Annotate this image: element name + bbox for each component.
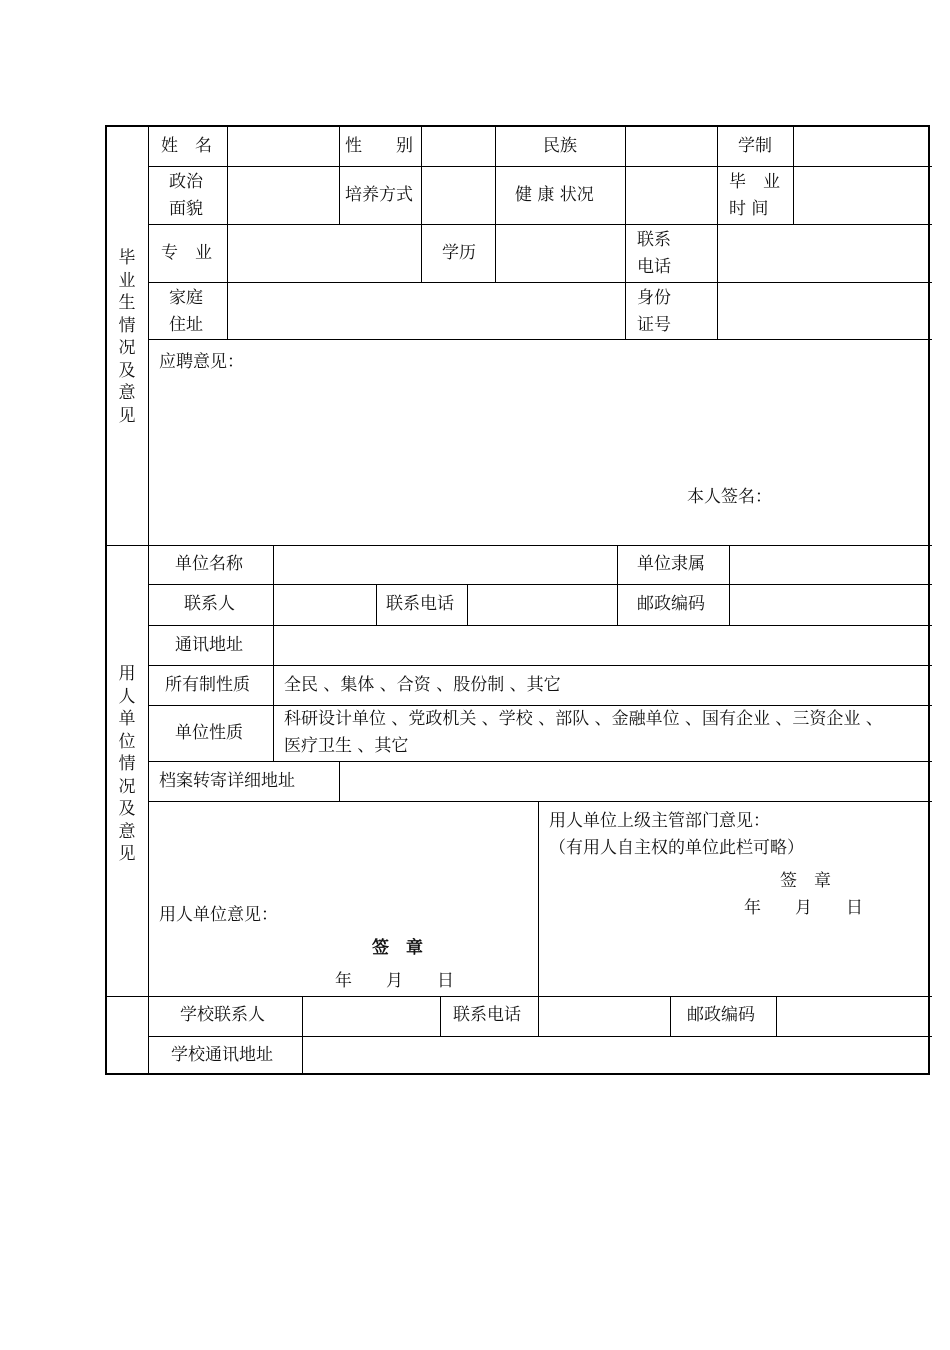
employer-side-label: 用 人 单 位 情 况 及 意 见: [118, 664, 136, 864]
ownership-options: 全民 、集体 、合资 、股份制 、其它: [284, 675, 561, 695]
col-line: [729, 545, 730, 625]
row-line: [149, 584, 932, 585]
col-line: [421, 127, 422, 282]
name-label: 姓 名: [161, 136, 212, 156]
major-label: 专 业: [161, 243, 212, 263]
col-line: [670, 996, 671, 1036]
row-line: [149, 166, 932, 167]
ownership-label: 所有制性质: [165, 675, 250, 695]
side-column-line: [148, 127, 149, 1075]
row-line: [149, 625, 932, 626]
col-line: [625, 127, 626, 339]
superior-opinion-label: 用人单位上级主管部门意见：: [549, 811, 770, 831]
col-line: [793, 127, 794, 224]
ethnicity-label: 民族: [543, 136, 577, 156]
col-line: [717, 127, 718, 339]
gender-label: 性 别: [345, 136, 413, 156]
employer-date-label: 年 月 日: [335, 971, 454, 991]
unit-type-label: 单位性质: [175, 723, 243, 743]
employer-seal-label: 签 章: [372, 938, 423, 958]
col-line: [467, 584, 468, 625]
employer-opinion-label: 用人单位意见：: [159, 905, 278, 925]
application-opinion-label: 应聘意见：: [159, 352, 244, 372]
school-postcode-label: 邮政编码: [687, 1005, 755, 1025]
col-line: [440, 996, 441, 1036]
training-label: 培养方式: [345, 185, 413, 205]
col-line: [617, 545, 618, 625]
education-label: 学历: [442, 243, 476, 263]
col-line: [339, 127, 340, 224]
col-line: [339, 761, 340, 801]
name-field[interactable]: [228, 127, 339, 166]
row-line: [149, 224, 932, 225]
col-line: [302, 996, 303, 1075]
section-line: [107, 545, 932, 546]
schooling-label: 学制: [738, 136, 772, 156]
mail-address-label: 通讯地址: [175, 635, 243, 655]
row-line: [149, 1036, 932, 1037]
contact-person-label: 联系人: [184, 594, 235, 614]
row-line: [149, 665, 932, 666]
school-contact-label: 学校联系人: [180, 1005, 265, 1025]
graduate-side-label: 毕 业 生 情 况 及 意 见: [118, 248, 136, 426]
row-line: [149, 801, 932, 802]
id-number-label: 身份 证号: [637, 288, 671, 335]
home-address-label: 家庭 住址: [169, 288, 203, 335]
col-line: [273, 545, 274, 761]
political-label: 政治 面貌: [169, 172, 203, 219]
registration-form: [105, 125, 930, 1075]
archive-address-label: 档案转寄详细地址: [159, 771, 295, 791]
unit-affiliation-label: 单位隶属: [637, 554, 705, 574]
phone-label: 联系 电话: [637, 230, 671, 277]
unit-type-options: 科研设计单位 、党政机关 、学校 、部队 、金融单位 、国有企业 、三资企业 、 医疗卫生 、其它: [284, 709, 883, 756]
health-label: 健 康 状况: [515, 185, 594, 205]
section-line: [107, 996, 932, 997]
col-line: [376, 584, 377, 625]
contact-phone-label: 联系电话: [386, 594, 454, 614]
col-line: [776, 996, 777, 1036]
school-address-label: 学校通讯地址: [171, 1045, 273, 1065]
col-line: [538, 801, 539, 996]
col-line: [538, 996, 539, 1036]
unit-name-label: 单位名称: [175, 554, 243, 574]
col-line: [495, 127, 496, 282]
row-line: [149, 282, 932, 283]
superior-date-label: 年 月 日: [744, 898, 863, 918]
signature-label: 本人签名：: [687, 487, 772, 507]
postcode-label: 邮政编码: [637, 594, 705, 614]
row-line: [149, 339, 932, 340]
grad-time-label: 毕 业 时 间: [729, 172, 780, 219]
superior-note: （有用人自主权的单位此栏可略）: [549, 838, 804, 858]
row-line: [149, 761, 932, 762]
school-phone-label: 联系电话: [453, 1005, 521, 1025]
superior-seal-label: 签 章: [780, 871, 831, 891]
